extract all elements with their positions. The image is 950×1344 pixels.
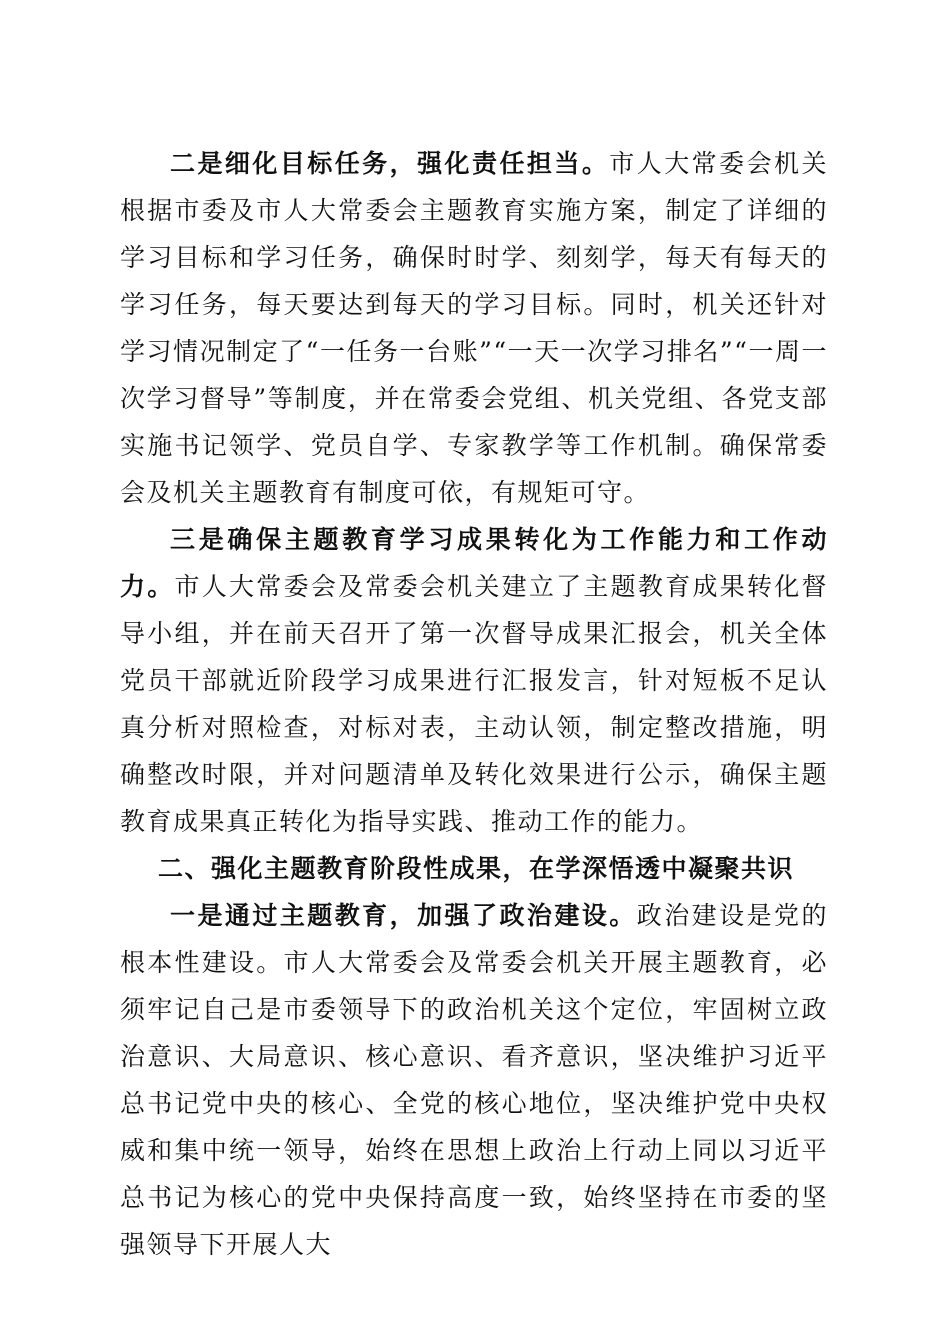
paragraph-text: 政治建设是党的根本性建设。市人大常委会及常委会机关开展主题教育，必须牢记自己是市委领导下的政治机关这个定位，牢固树立政治意识、大局意识、核心意识、看齐意识，坚决维护习近平总书记党中央的核心、全党的核心地位，坚决维护党中央权威和集中统一领导，始终在思想上政治上行动上同以习近平总书记为核心的党中央保持高度一致，始终坚持在市委的坚强领导下开展人大: [120, 901, 828, 1259]
paragraph-3-transform-results: [120, 516, 828, 845]
paragraph-lead: 二是细化目标任务，强化责任担当。: [170, 149, 610, 178]
paragraph-lead: 一是通过主题教育，加强了政治建设。: [170, 901, 637, 930]
paragraph-lead: 三是确保主题教育学习成果转化为工作能力和工作动力。: [120, 525, 828, 601]
paragraph-2-refine-goals: [120, 140, 828, 516]
paragraph-1-political-building: [120, 892, 828, 1268]
section-heading: 二、强化主题教育阶段性成果，在学深悟透中凝聚共识: [158, 854, 795, 883]
paragraph-text: 市人大常委会机关根据市委及市人大常委会主题教育实施方案，制定了详细的学习目标和学习任务，确保时时学、刻刻学，每天有每天的学习任务，每天要达到每天的学习目标。同时，机关还针对学习情况制定了“一任务一台账”“一天一次学习排名”“一周一次学习督导”等制度，并在常委会党组、机关党组、各党支部实施书记领学、党员自学、专家教学等工作机制。确保常委会及机关主题教育有制度可依，有规矩可守。: [120, 149, 828, 507]
document-body: [120, 140, 828, 1268]
paragraph-text: 市人大常委会及常委会机关建立了主题教育成果转化督导小组，并在前天召开了第一次督导成果汇报会，机关全体党员干部就近阶段学习成果进行汇报发言，针对短板不足认真分析对照检查，对标对表，主动认领，制定整改措施，明确整改时限，并对问题清单及转化效果进行公示，确保主题教育成果真正转化为指导实践、推动工作的能力。: [120, 572, 828, 836]
